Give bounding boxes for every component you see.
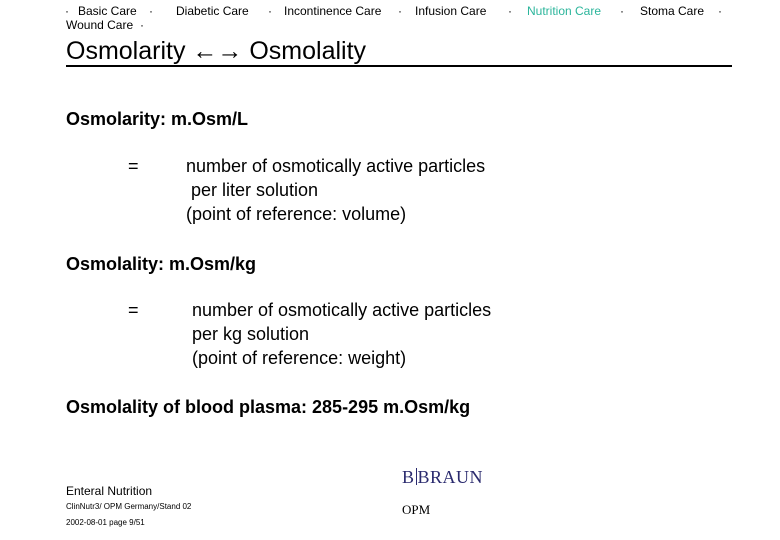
nav-link-incontinence-care[interactable]: Incontinence Care	[284, 4, 382, 18]
nav-separator: ·	[508, 4, 512, 18]
nav-separator: ·	[140, 18, 144, 32]
osmolality-equals: =	[128, 300, 139, 320]
nav-separator: ·	[620, 4, 624, 18]
osmolality-heading: Osmolality: m.Osm/kg	[66, 254, 257, 274]
osmolarity-definition-line: (point of reference: volume)	[186, 204, 407, 224]
footer-section-label: Enteral Nutrition	[66, 484, 153, 498]
nav-link-infusion-care[interactable]: Infusion Care	[415, 4, 487, 18]
footer-date-page: 2002-08-01 page 9/51	[66, 518, 145, 527]
nav-separator: ·	[398, 4, 402, 18]
blood-plasma-summary: Osmolality of blood plasma: 285-295 m.Osm/kg	[66, 397, 471, 417]
nav-separator: ·	[65, 4, 69, 18]
osmolality-definition-line: per kg solution	[192, 324, 310, 344]
osmolality-definition-line: (point of reference: weight)	[192, 348, 407, 368]
slide-title: Osmolarity ←→ Osmolality	[66, 37, 367, 65]
opm-label: OPM	[402, 502, 431, 517]
nav-link-nutrition-care[interactable]: Nutrition Care	[527, 4, 602, 18]
nav-link-wound-care[interactable]: Wound Care	[66, 18, 134, 32]
osmolarity-equals: =	[128, 156, 139, 176]
nav-separator: ·	[718, 4, 722, 18]
nav-link-basic-care[interactable]: Basic Care	[78, 4, 137, 18]
nav-separator: ·	[268, 4, 272, 18]
osmolarity-definition-line: number of osmotically active particles	[186, 156, 486, 176]
nav-link-stoma-care[interactable]: Stoma Care	[640, 4, 705, 18]
osmolality-definition-line: number of osmotically active particles	[192, 300, 492, 320]
nav-link-diabetic-care[interactable]: Diabetic Care	[176, 4, 249, 18]
nav-separator: ·	[149, 4, 153, 18]
osmolarity-heading: Osmolarity: m.Osm/L	[66, 109, 249, 129]
footer-reference: ClinNutr3/ OPM Germany/Stand 02	[66, 502, 192, 511]
title-underline	[66, 65, 732, 67]
bbraun-logo: B BRAUN	[402, 467, 484, 487]
osmolarity-definition-line: per liter solution	[186, 180, 319, 200]
